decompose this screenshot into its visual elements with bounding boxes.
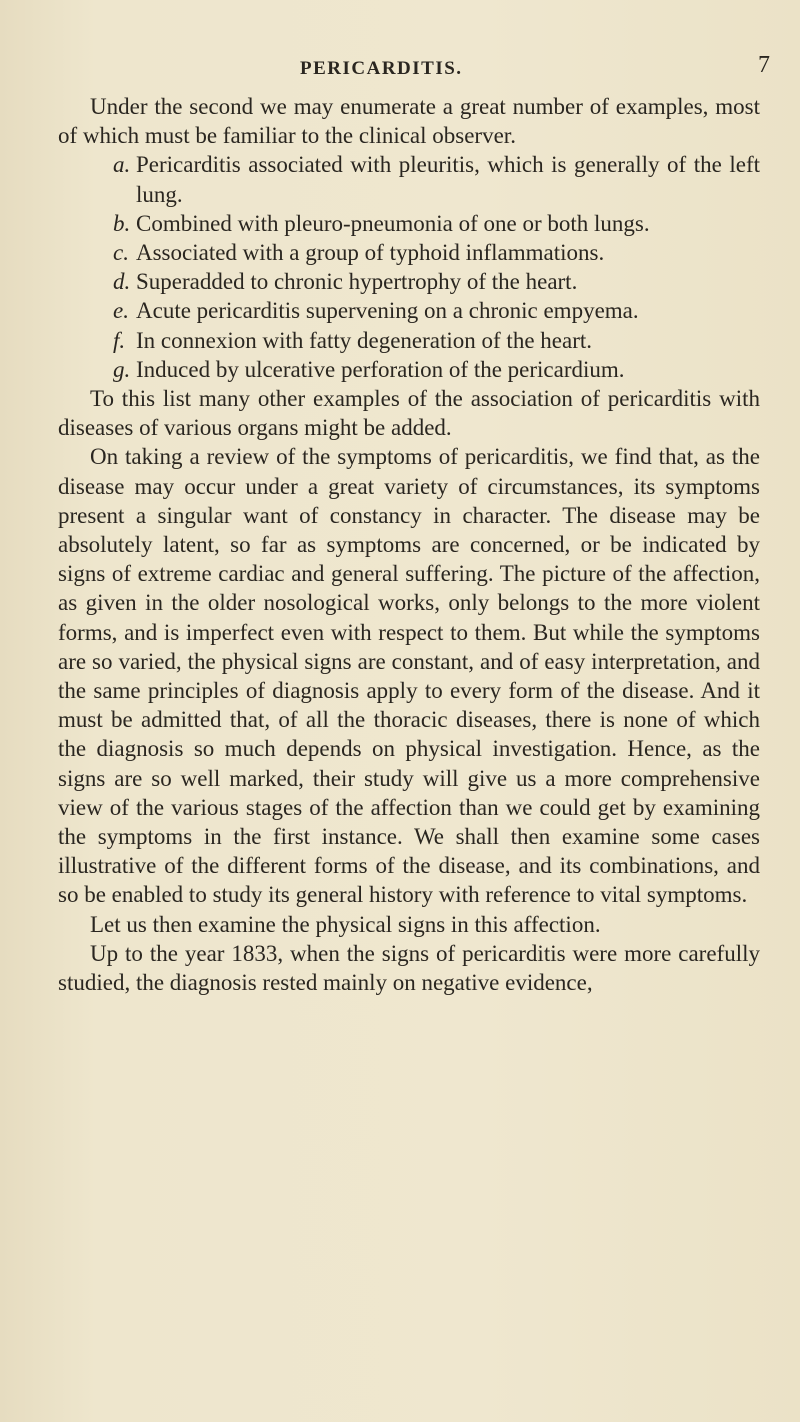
list-item-b	[113, 209, 760, 238]
list-item-letter: b.	[113, 210, 131, 236]
list-item-f	[113, 326, 760, 355]
list-item-a	[113, 150, 760, 208]
list-item-letter: a.	[113, 152, 131, 178]
list-item-letter: e.	[113, 298, 129, 324]
body-text	[58, 92, 760, 997]
list-item-c	[113, 238, 760, 267]
list-item-text: Combined with pleuro-pneumonia of one or both lungs.	[136, 210, 650, 236]
page-number: 7	[758, 52, 770, 78]
list-item-letter: f.	[113, 327, 126, 353]
list-item-text: Associated with a group of typhoid inflammations.	[136, 240, 605, 266]
list-item-e	[113, 296, 760, 325]
running-title: PERICARDITIS.	[300, 58, 463, 79]
list-item-letter: g.	[113, 356, 131, 382]
list-item-text: Pericarditis associated with pleuritis, which is generally of the left lung.	[136, 152, 760, 207]
paragraph-association: To this list many other examples of the association of pericarditis with diseases of various organs might be added.	[58, 386, 760, 441]
paragraph-symptoms: On taking a review of the symptoms of pericarditis, we find that, as the disease may occur under a great variety of circumstances, its symptoms present a singular want of constancy in character. The disease may be absolutely latent, so far as symptoms are concerned, or be indicated by signs of extreme cardiac and general suffering. The picture of the affection, as given in the older nosological works, only belongs to the more violent forms, and is imperfect even with respect to them. But while the symptoms are so varied, the physical signs are constant, and of easy interpretation, and the same principles of diagnosis apply to every form of the disease. And it must be admitted that, of all the thoracic diseases, there is none of which the diagnosis so much depends on physical investigation. Hence, as the signs are so well marked, their study will give us a more comprehensive view of the various stages of the affection than we could get by examining the symptoms in the first instance. We shall then examine some cases illustrative of the different forms of the disease, and its combinations, and so be enabled to study its general history with reference to vital symptoms.	[58, 444, 760, 908]
paragraph-history: Up to the year 1833, when the signs of pericarditis were more carefully studied, the diagnosis rested mainly on negative evidence,	[58, 940, 760, 996]
list-item-letter: c.	[113, 240, 129, 266]
list-item-text: Superadded to chronic hypertrophy of the heart.	[136, 269, 578, 295]
list-item-d	[113, 267, 760, 296]
running-head	[0, 52, 800, 88]
list-item-text: In connexion with fatty degeneration of the heart.	[136, 327, 593, 353]
list-item-letter: d.	[113, 269, 131, 295]
paragraph-physical-signs: Let us then examine the physical signs in this affection.	[90, 911, 601, 937]
list-item-g	[113, 355, 760, 384]
list-item-text: Induced by ulcerative perforation of the pericardium.	[136, 356, 625, 382]
list-item-text: Acute pericarditis supervening on a chronic empyema.	[136, 298, 639, 324]
intro-paragraph: Under the second we may enumerate a great number of examples, most of which must be familiar to the clinical observer.	[58, 94, 760, 149]
